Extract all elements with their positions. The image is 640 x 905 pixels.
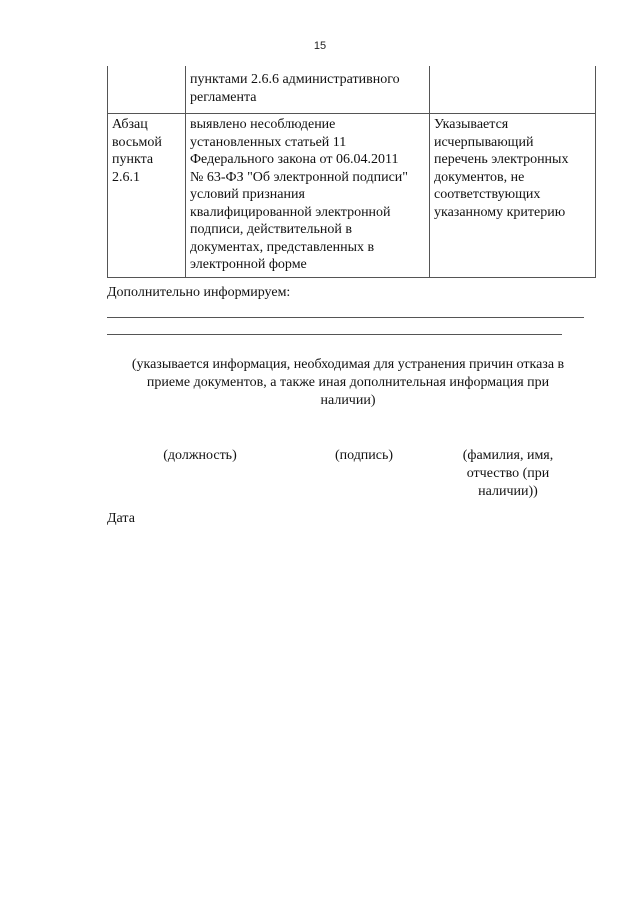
cell-text: Указывается исчерпывающий перечень электронных документов, не соответствующих указанному критерию: [434, 117, 569, 220]
cell-text: пунктами 2.6.6 административного регламента: [190, 72, 400, 105]
table-cell: [108, 114, 186, 278]
refusal-reasons-table: [107, 66, 596, 278]
table-row: [108, 114, 596, 278]
table-cell: [186, 114, 430, 278]
signature-sign-label: (подпись): [334, 448, 394, 463]
table-cell: [108, 66, 186, 114]
signature-position-label: (должность): [163, 448, 237, 463]
fill-in-line: [107, 317, 584, 318]
table-cell: [430, 114, 596, 278]
table-row: [108, 66, 596, 114]
signature-name-label: (фамилия, имя, отчество (при наличии)): [462, 448, 554, 499]
date-label: Дата: [107, 511, 135, 526]
table-cell: [186, 66, 430, 114]
page-number: 15: [313, 40, 327, 52]
table-cell: [430, 66, 596, 114]
additional-info-label: Дополнительно информируем:: [107, 285, 291, 300]
fill-in-line: [107, 334, 562, 335]
cell-text: выявлено несоблюдение установленных статьей 11 Федерального закона от 06.04.2011 № 63-ФЗ "Об электронной подписи" условий признания квалифицированной электронной подписи, действительной в документах, представленных в электронной форме: [190, 117, 408, 272]
cell-text: Абзац восьмой пункта 2.6.1: [112, 117, 162, 185]
instruction-note: (указывается информация, необходимая для устранения причин отказа в приеме документов, а также иная дополнительная информация при наличии): [131, 357, 565, 408]
